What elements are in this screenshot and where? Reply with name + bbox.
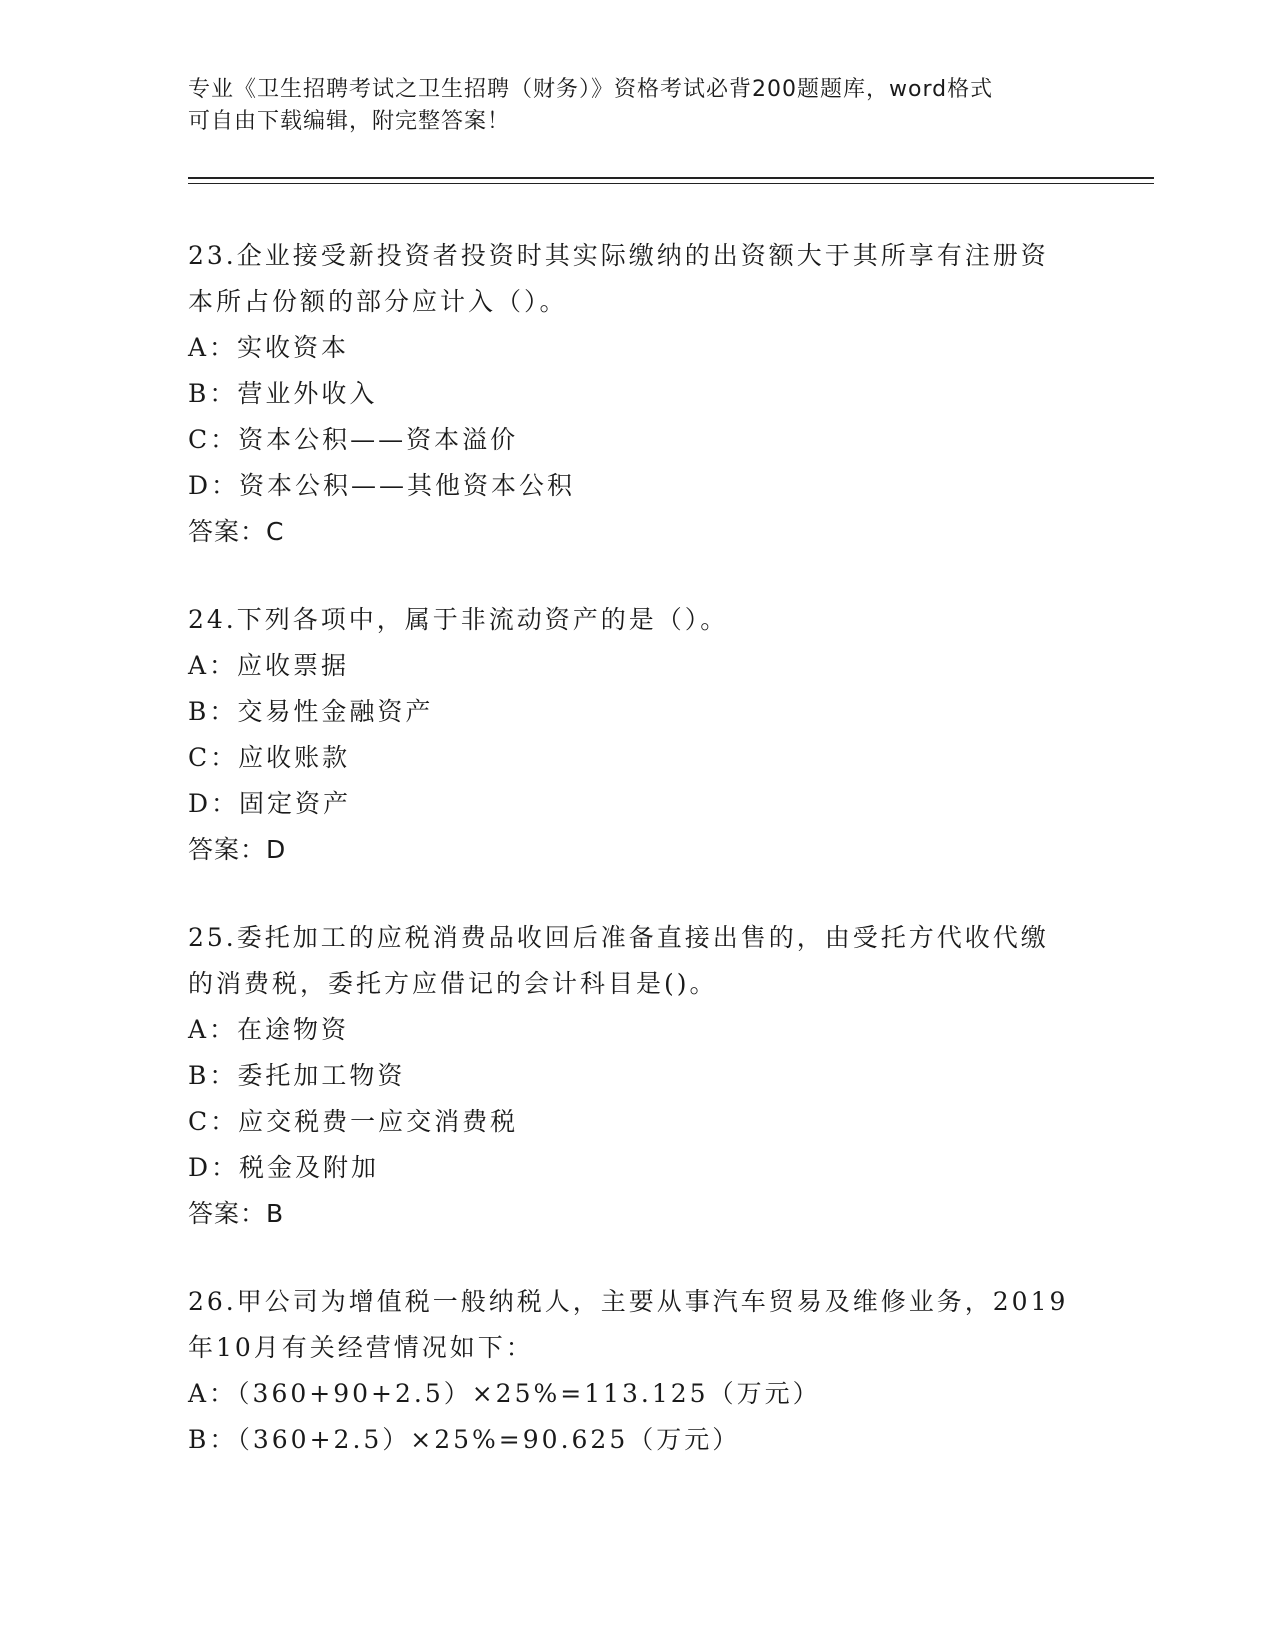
option-d: D：税金及附加 <box>188 1153 380 1182</box>
option-b: B：（360+2.5）×25%=90.625（万元） <box>188 1425 741 1454</box>
question-24 <box>188 597 1088 873</box>
question-text-line: 的消费税，委托方应借记的会计科目是()。 <box>188 969 718 998</box>
question-23 <box>188 233 1088 555</box>
header-line-2: 可自由下载编辑，附完整答案！ <box>188 109 511 134</box>
option-a: A：应收票据 <box>188 651 350 680</box>
option-b: B：交易性金融资产 <box>188 697 434 726</box>
question-text-line: 本所占份额的部分应计入（）。 <box>188 287 568 316</box>
answer-line: 答案：B <box>188 1199 285 1228</box>
question-text-line: 25.委托加工的应税消费品收回后准备直接出售的，由受托方代收代缴 <box>188 923 1049 952</box>
option-b: B：营业外收入 <box>188 379 378 408</box>
header-divider-thick <box>188 177 1154 179</box>
question-list <box>188 233 1088 1505</box>
answer-line: 答案：D <box>188 835 287 864</box>
question-26 <box>188 1279 1088 1463</box>
option-d: D：固定资产 <box>188 789 352 818</box>
option-a: A：在途物资 <box>188 1015 350 1044</box>
question-text-line: 24.下列各项中，属于非流动资产的是（）。 <box>188 605 729 634</box>
option-c: C：资本公积——资本溢价 <box>188 425 519 454</box>
question-text-line: 23.企业接受新投资者投资时其实际缴纳的出资额大于其所享有注册资 <box>188 241 1049 270</box>
header-line-1: 专业《卫生招聘考试之卫生招聘（财务）》资格考试必背200题题库，word格式 <box>188 77 994 102</box>
option-a: A：实收资本 <box>188 333 350 362</box>
option-c: C：应交税费一应交消费税 <box>188 1107 519 1136</box>
document-header <box>188 74 1088 138</box>
option-c: C：应收账款 <box>188 743 351 772</box>
option-d: D：资本公积——其他资本公积 <box>188 471 576 500</box>
question-text-line: 26.甲公司为增值税一般纳税人，主要从事汽车贸易及维修业务，2019 <box>188 1287 1069 1316</box>
option-a: A：（360+90+2.5）×25%=113.125（万元） <box>188 1379 821 1408</box>
header-divider-thin <box>188 183 1154 184</box>
question-25 <box>188 915 1088 1237</box>
question-text-line: 年10月有关经营情况如下： <box>188 1333 534 1362</box>
option-b: B：委托加工物资 <box>188 1061 406 1090</box>
answer-line: 答案：C <box>188 517 285 546</box>
